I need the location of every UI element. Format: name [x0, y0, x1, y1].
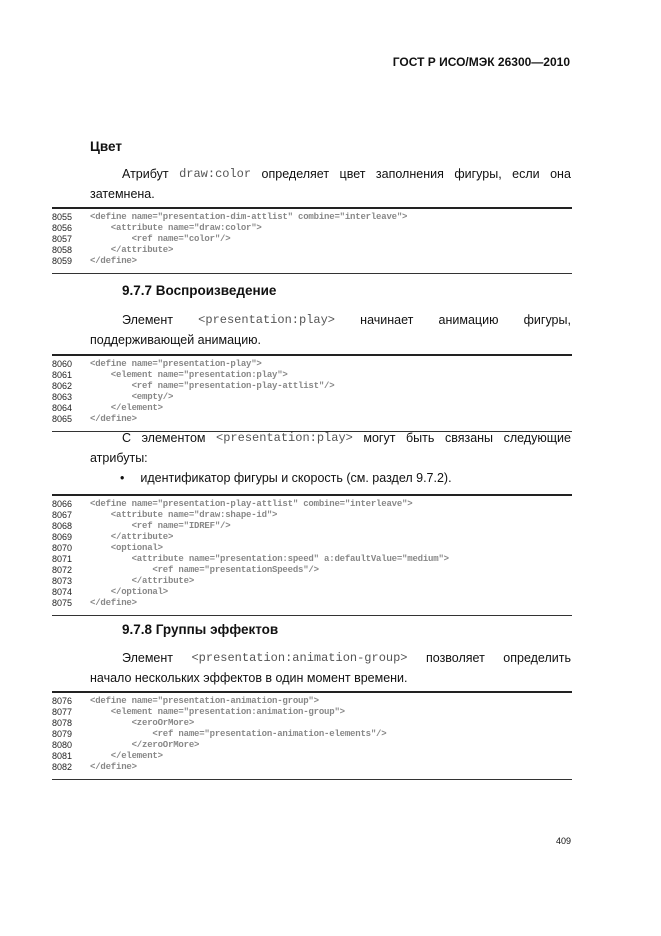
code-line [52, 740, 572, 751]
paragraph-word: <presentation:play> [216, 431, 353, 445]
code-text: </attribute> [90, 576, 195, 586]
code-line [52, 370, 572, 381]
code-text: <empty/> [90, 392, 174, 402]
code-line [52, 554, 572, 565]
code-line [52, 403, 572, 414]
code-listing [52, 494, 572, 616]
code-line [52, 212, 572, 223]
paragraph-word: цвет [339, 167, 366, 181]
paragraph-word: Элемент [122, 651, 173, 665]
line-number: 8075 [52, 598, 73, 608]
paragraph-line: атрибуты: [90, 451, 148, 465]
rule-bottom [52, 615, 572, 616]
section-title-9-7-8: 9.7.8 Группы эффектов [122, 622, 279, 637]
paragraph-word: позволяет [425, 651, 485, 665]
code-line [52, 587, 572, 598]
paragraph-word: начинает [360, 313, 414, 327]
line-number: 8063 [52, 392, 73, 402]
code-line [52, 510, 572, 521]
code-listing [52, 354, 572, 432]
code-text: </define> [90, 598, 137, 608]
code-text: </zeroOrMore> [90, 740, 200, 750]
code-line [52, 598, 572, 609]
code-text: <ref name="presentation-animation-elements"/> [90, 729, 387, 739]
line-number: 8081 [52, 751, 73, 761]
line-number: 8056 [52, 223, 73, 233]
code-line [52, 499, 572, 510]
line-number: 8058 [52, 245, 73, 255]
paragraph-line: начало нескольких эффектов в один момент времени. [90, 671, 408, 685]
rule-bottom [52, 779, 572, 780]
paragraph-word: быть [406, 431, 435, 445]
line-number: 8078 [52, 718, 73, 728]
line-number: 8071 [52, 554, 73, 564]
page-number: 409 [556, 836, 572, 846]
code-text: <define name="presentation-play-attlist" combine="interleave"> [90, 499, 413, 509]
code-text: </define> [90, 762, 137, 772]
paragraph-line: поддерживающей анимацию. [90, 333, 262, 347]
bullet-text: идентификатор фигуры и скорость (см. раздел 9.7.2). [140, 471, 452, 485]
line-number: 8079 [52, 729, 73, 739]
line-number: 8069 [52, 532, 73, 542]
paragraph-word: заполнения [375, 167, 444, 181]
code-text: </optional> [90, 587, 169, 597]
code-text: </element> [90, 751, 163, 761]
code-text: <attribute name="presentation:speed" a:defaultValue="medium"> [90, 554, 449, 564]
paragraph-word: следующие [503, 431, 571, 445]
code-text: <define name="presentation-dim-attlist" combine="interleave"> [90, 212, 408, 222]
paragraph-word: определяет [261, 167, 330, 181]
code-text: </attribute> [90, 245, 174, 255]
code-line [52, 392, 572, 403]
code-line [52, 729, 572, 740]
code-text: <attribute name="draw:color"> [90, 223, 262, 233]
code-text: </attribute> [90, 532, 174, 542]
paragraph-play [90, 313, 571, 347]
paragraph-word: анимацию [438, 313, 499, 327]
code-line [52, 565, 572, 576]
code-line [52, 359, 572, 370]
code-line [52, 696, 572, 707]
code-text: <optional> [90, 543, 163, 553]
code-text: </element> [90, 403, 163, 413]
paragraph-word: <presentation:play> [198, 313, 335, 327]
paragraph-word: элементом [141, 431, 206, 445]
code-listing [52, 207, 572, 274]
code-text: <element name="presentation:play"> [90, 370, 288, 380]
line-number: 8062 [52, 381, 73, 391]
code-line [52, 576, 572, 587]
paragraph-word: фигуры, [523, 313, 571, 327]
line-number: 8070 [52, 543, 73, 553]
code-text: <ref name="IDREF"/> [90, 521, 231, 531]
paragraph-line: затемнена. [90, 187, 155, 201]
code-text: <attribute name="draw:shape-id"> [90, 510, 278, 520]
line-number: 8055 [52, 212, 73, 222]
paragraph-animation-group [90, 651, 571, 685]
code-line [52, 381, 572, 392]
paragraph-word: Элемент [122, 313, 173, 327]
code-text: <ref name="presentation-play-attlist"/> [90, 381, 335, 391]
line-number: 8060 [52, 359, 73, 369]
code-text: </define> [90, 256, 137, 266]
line-number: 8073 [52, 576, 73, 586]
paragraph-word: определить [503, 651, 571, 665]
line-number: 8080 [52, 740, 73, 750]
paragraph-color [90, 167, 571, 201]
line-number: 8076 [52, 696, 73, 706]
code-line [52, 256, 572, 267]
line-number: 8065 [52, 414, 73, 424]
line-number: 8066 [52, 499, 73, 509]
rule-bottom [52, 273, 572, 274]
bullet-item: • идентификатор фигуры и скорость (см. раздел 9.7.2). [120, 471, 452, 485]
line-number: 8061 [52, 370, 73, 380]
code-text: <zeroOrMore> [90, 718, 195, 728]
line-number: 8057 [52, 234, 73, 244]
code-text: <element name="presentation:animation-group"> [90, 707, 345, 717]
paragraph-word: она [550, 167, 571, 181]
code-text: <define name="presentation-animation-group"> [90, 696, 319, 706]
line-number: 8064 [52, 403, 73, 413]
line-number: 8067 [52, 510, 73, 520]
line-number: 8082 [52, 762, 73, 772]
code-line [52, 234, 572, 245]
code-line [52, 532, 572, 543]
paragraph-word: если [512, 167, 540, 181]
code-text: <ref name="color"/> [90, 234, 231, 244]
paragraph-word: связаны [444, 431, 494, 445]
line-number: 8072 [52, 565, 73, 575]
line-number: 8068 [52, 521, 73, 531]
paragraph-word: draw:color [179, 167, 252, 181]
line-number: 8077 [52, 707, 73, 717]
line-number: 8074 [52, 587, 73, 597]
paragraph-word: <presentation:animation-group> [191, 651, 408, 665]
paragraph-attributes [90, 431, 571, 485]
paragraph-word: могут [363, 431, 396, 445]
code-text: <ref name="presentationSpeeds"/> [90, 565, 319, 575]
code-line [52, 521, 572, 532]
code-line [52, 751, 572, 762]
line-number: 8059 [52, 256, 73, 266]
section-title-9-7-7: 9.7.7 Воспроизведение [122, 283, 277, 298]
code-line [52, 543, 572, 554]
paragraph-word: фигуры, [454, 167, 502, 181]
code-line [52, 718, 572, 729]
paragraph-word: С [122, 431, 132, 445]
code-line [52, 414, 572, 425]
code-text: </define> [90, 414, 137, 424]
section-title-color: Цвет [90, 139, 122, 154]
code-listing [52, 691, 572, 780]
code-line [52, 707, 572, 718]
document-header: ГОСТ Р ИСО/МЭК 26300—2010 [392, 55, 570, 69]
paragraph-word: Атрибут [122, 167, 169, 181]
code-line [52, 245, 572, 256]
code-text: <define name="presentation-play"> [90, 359, 262, 369]
code-line [52, 223, 572, 234]
code-line [52, 762, 572, 773]
